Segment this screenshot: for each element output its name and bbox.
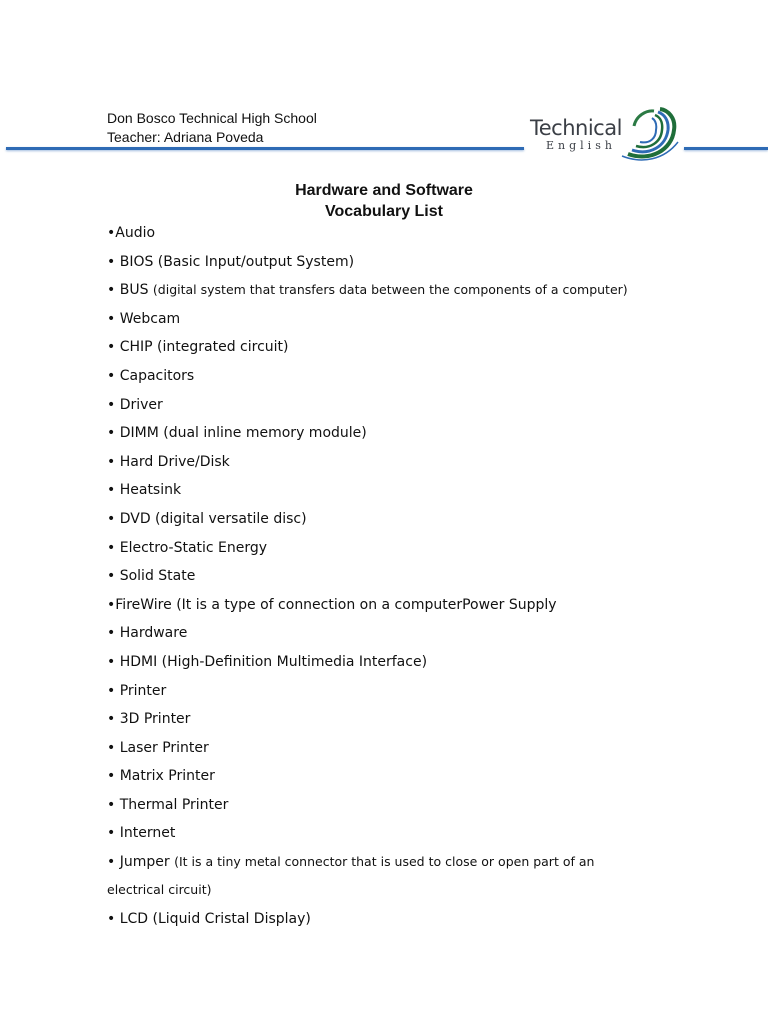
list-item: [107, 422, 727, 451]
vocab-term: Webcam: [119, 310, 181, 327]
bullet-icon: •: [107, 653, 120, 670]
vocab-term: Driver: [119, 396, 163, 413]
bullet-icon: •: [107, 711, 120, 728]
vocab-term: DVD (digital versatile disc): [119, 510, 307, 527]
bullet-icon: •: [107, 282, 120, 299]
header-rule-left: [6, 147, 524, 150]
bullet-icon: •: [107, 396, 120, 413]
vocab-term: Electro-Static Energy: [119, 539, 268, 556]
page-title: Hardware and Software: [295, 182, 473, 199]
list-item: [107, 622, 727, 651]
document-header: [107, 109, 317, 147]
vocab-term: Hard Drive/Disk: [119, 453, 230, 470]
vocab-term: Hardware: [119, 625, 188, 642]
logo-subword: English: [546, 139, 616, 152]
list-item: [107, 737, 727, 766]
vocab-term: Internet: [119, 825, 176, 842]
list-item: [107, 451, 727, 480]
list-item: [107, 680, 727, 709]
bullet-icon: •: [107, 339, 120, 356]
vocab-term: Capacitors: [119, 367, 195, 384]
bullet-icon: •: [107, 367, 120, 384]
list-item: [107, 765, 727, 794]
list-item: [107, 308, 727, 337]
list-item: [107, 708, 727, 737]
list-item: [107, 651, 727, 680]
list-item: [107, 479, 727, 508]
list-item: [107, 851, 727, 908]
bullet-icon: •: [107, 739, 120, 756]
bullet-icon: •: [107, 539, 120, 556]
vocab-term: BUS: [119, 282, 149, 299]
list-item: [107, 336, 727, 365]
vocab-term: DIMM (dual inline memory module): [119, 425, 367, 442]
vocab-definition: (digital system that transfers data between the components of a computer): [152, 282, 628, 298]
list-item: [107, 279, 727, 308]
vocab-term: HDMI (High-Definition Multimedia Interface): [119, 653, 428, 670]
bullet-icon: •: [107, 253, 120, 270]
bullet-icon: •: [107, 825, 120, 842]
list-item: [107, 508, 727, 537]
vocab-term: BIOS (Basic Input/output System): [119, 253, 355, 270]
vocabulary-list: [107, 222, 727, 937]
vocab-term: Thermal Printer: [119, 796, 229, 813]
school-name: Don Bosco Technical High School: [107, 110, 317, 126]
list-item: [107, 222, 727, 251]
bullet-icon: •: [107, 425, 120, 442]
vocab-term: Jumper: [119, 854, 170, 871]
list-item: [107, 908, 727, 937]
vocab-term: Solid State: [119, 568, 196, 585]
vocab-term: CHIP (integrated circuit): [119, 339, 289, 356]
vocab-term: Audio: [115, 225, 156, 241]
vocab-definition-continued: electrical circuit): [107, 882, 212, 898]
vocab-term: Printer: [119, 682, 167, 699]
vocab-term: FireWire (It is a type of connection on a computerPower Supply: [115, 596, 557, 613]
bullet-icon: •: [107, 768, 120, 785]
bullet-icon: •: [107, 453, 120, 470]
vocab-term: LCD (Liquid Cristal Display): [119, 911, 311, 928]
bullet-icon: •: [107, 625, 120, 642]
vocab-term: Matrix Printer: [119, 768, 215, 785]
list-item: [107, 365, 727, 394]
bullet-icon: •: [107, 596, 116, 613]
vocab-term: Laser Printer: [119, 739, 209, 756]
bullet-icon: •: [107, 510, 120, 527]
bullet-icon: •: [107, 225, 116, 241]
list-item: [107, 537, 727, 566]
list-item: [107, 565, 727, 594]
list-item: [107, 794, 727, 823]
vocab-term: 3D Printer: [119, 711, 191, 728]
bullet-icon: •: [107, 854, 120, 871]
bullet-icon: •: [107, 568, 120, 585]
list-item: [107, 822, 727, 851]
teacher-name: Teacher: Adriana Poveda: [107, 129, 264, 145]
vocab-definition: (It is a tiny metal connector that is used to close or open part of an: [174, 854, 595, 870]
logo-word: Technical: [530, 116, 622, 140]
bullet-icon: •: [107, 911, 120, 928]
list-item: [107, 394, 727, 423]
globe-swoosh-icon: [620, 106, 680, 162]
technical-english-logo: [528, 106, 680, 162]
list-item: [107, 594, 727, 623]
bullet-icon: •: [107, 482, 120, 499]
page-subtitle: Vocabulary List: [325, 203, 443, 220]
bullet-icon: •: [107, 310, 120, 327]
bullet-icon: •: [107, 796, 120, 813]
list-item: [107, 251, 727, 280]
header-rule-right: [684, 147, 768, 150]
bullet-icon: •: [107, 682, 120, 699]
vocab-term: Heatsink: [119, 482, 182, 499]
